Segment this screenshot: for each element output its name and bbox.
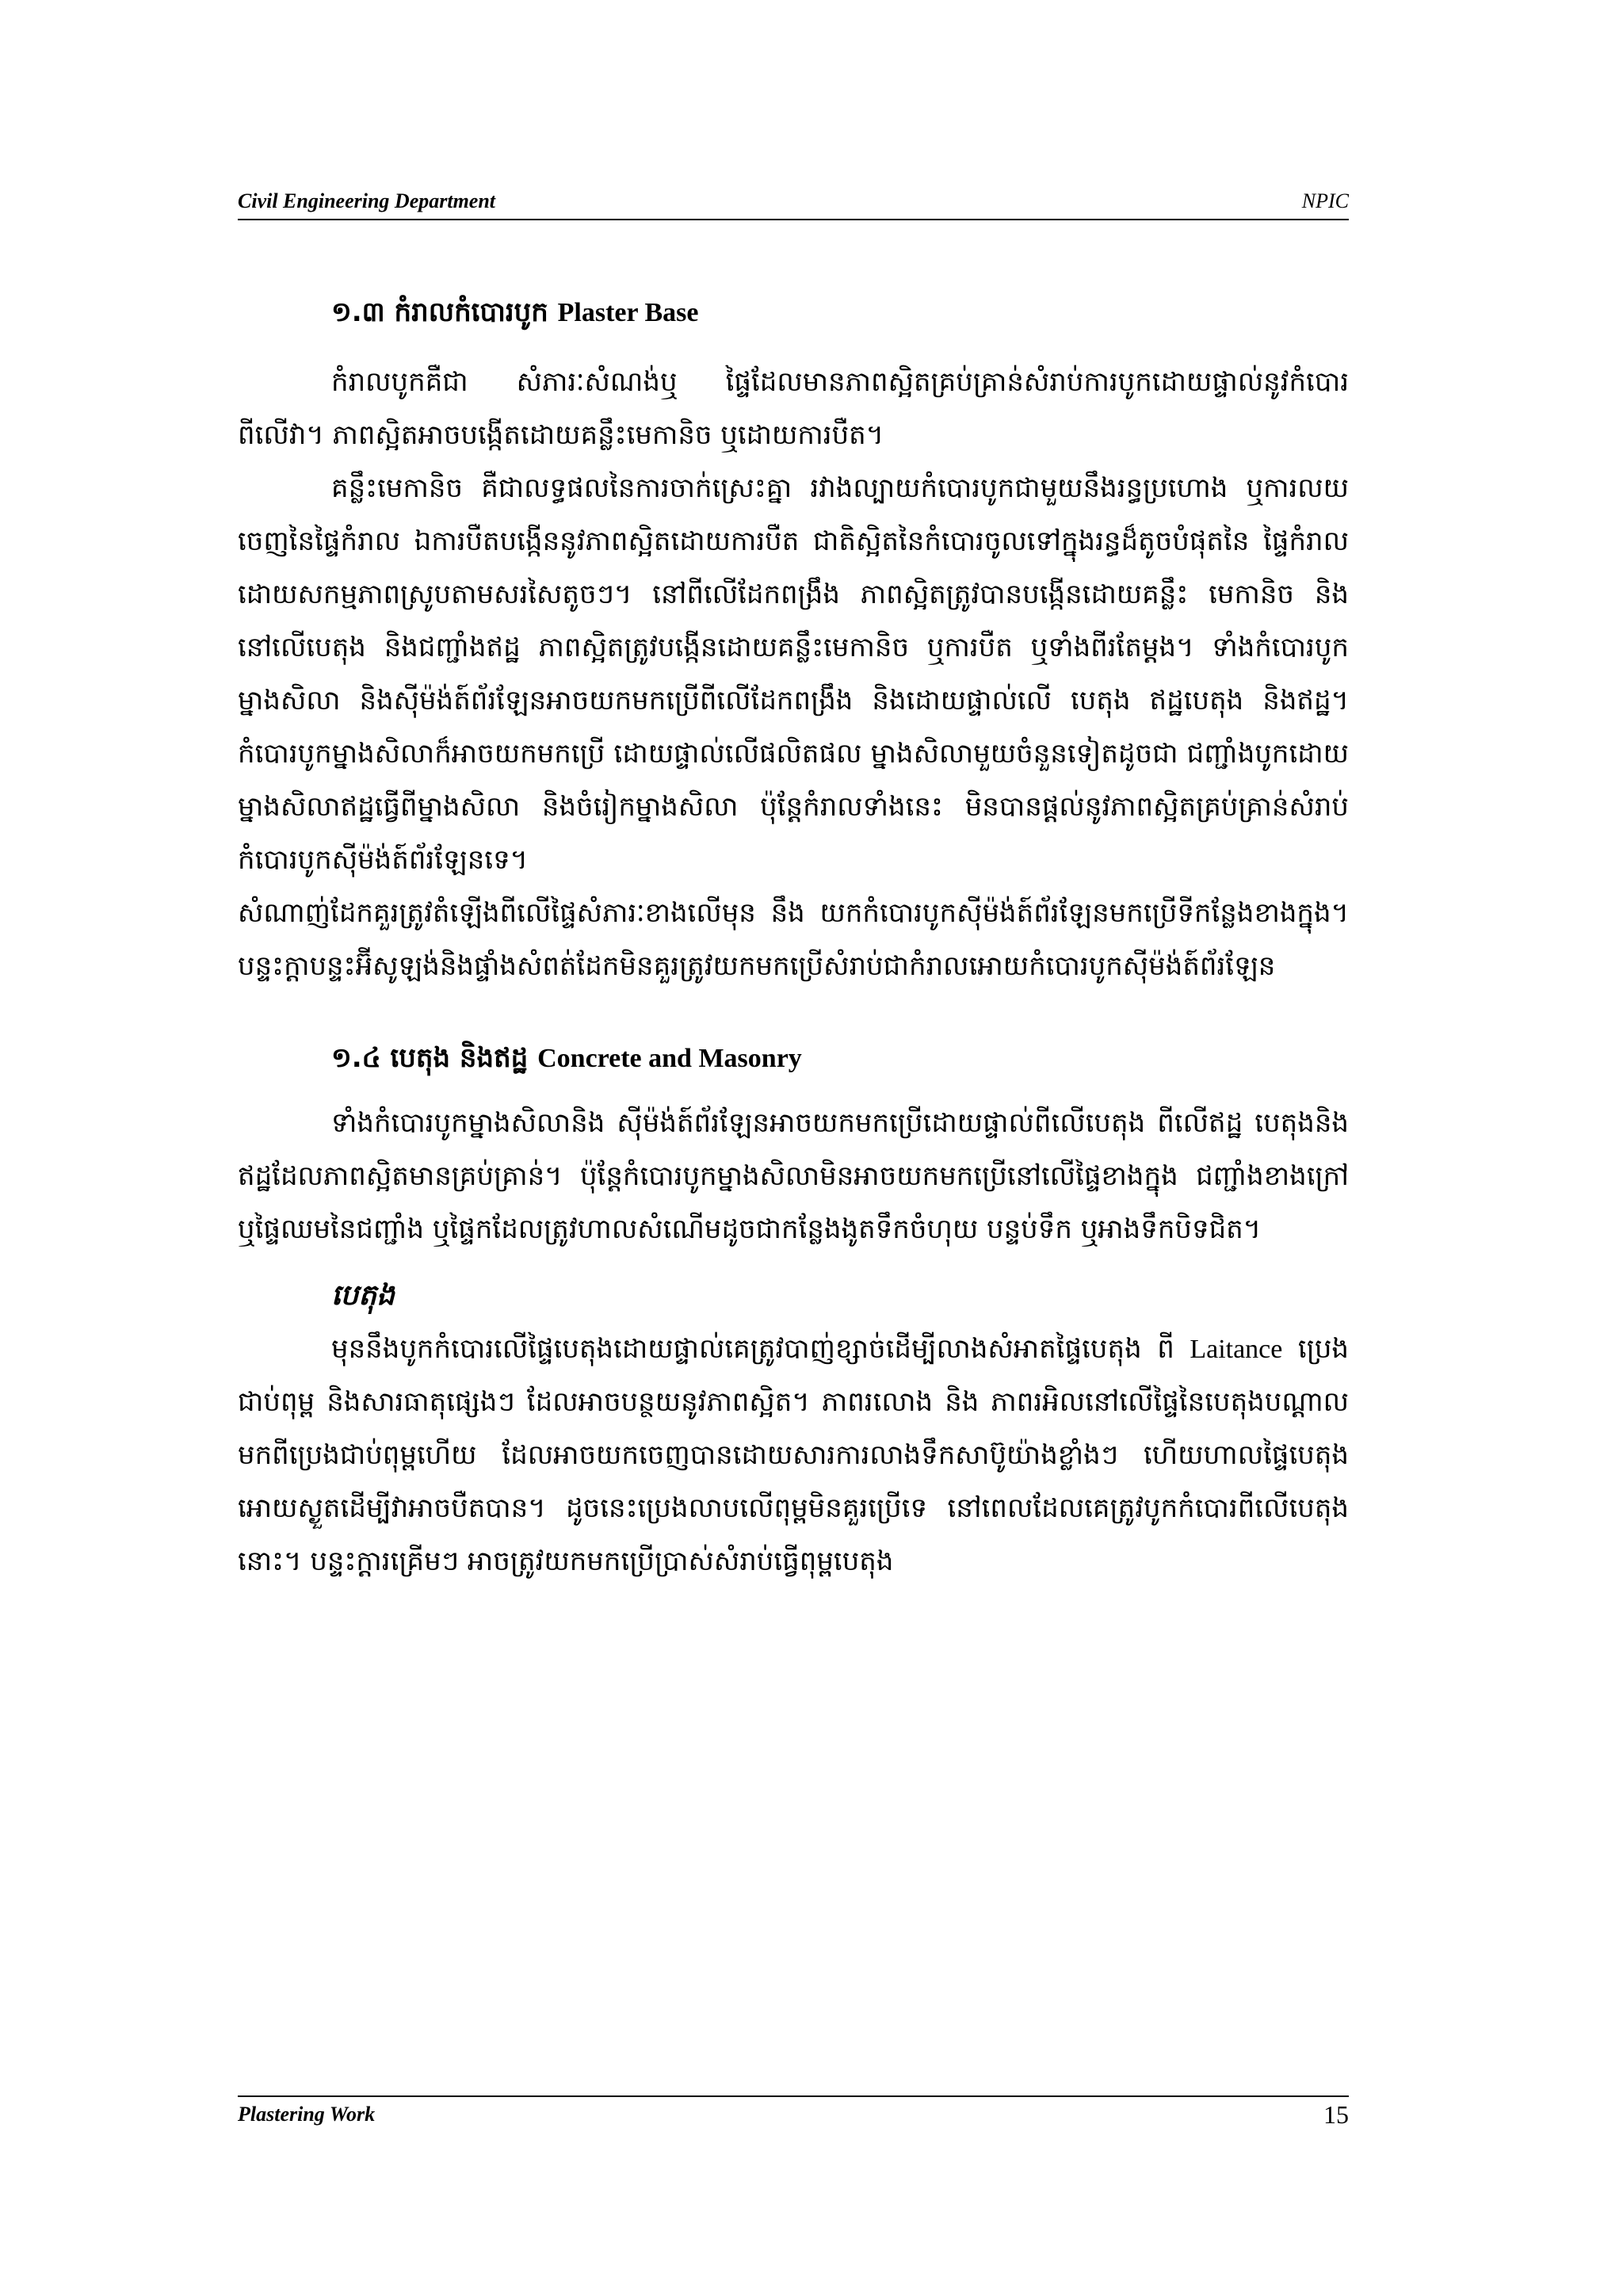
section-heading-en: Plaster Base xyxy=(557,298,699,327)
section-heading-concrete-masonry xyxy=(331,1039,1349,1078)
header-institution: NPIC xyxy=(1301,189,1349,212)
footer-rule xyxy=(238,2095,1349,2097)
document-body xyxy=(238,293,1349,1588)
paragraph: ទាំងកំបោរបូកម្នាងសិលានិង ស៊ីម៉ង់ត៍ព័រឡែនអាចយកមកប្រើដោយផ្ទាល់ពីលើបេតុង ពីលើឥដ្ឋ បេតុងនិងឥដ្ឋដែលភាពស្អិតមានគ្រប់គ្រាន់។ ប៉ុន្តែកំបោរបូកម្នាងសិលាមិនអាចយកមកប្រើនៅលើផ្ទៃខាងក្នុង ជញ្ជាំងខាងក្រៅ ឬផ្ទៃឈមនៃជញ្ជាំង ឬផ្ទៃកដែលត្រូវហាលសំណើមដូចជាកន្លែងងូតទឹកចំហុយ បន្ទប់ទឹក ឬអាងទឹកបិទជិត។ xyxy=(238,1107,1349,1245)
section-heading-km: ១.៣ កំរាលកំបោរបូក xyxy=(331,296,548,328)
paragraph-text: មុននឹងបូកកំបោរលើផ្ទៃបេតុងដោយផ្ទាល់គេត្រូវបាញ់ខ្សាច់ដើម្បីលាងសំអាតផ្ទៃបេតុង ពី xyxy=(331,1333,1174,1365)
paragraph xyxy=(238,1323,1349,1588)
running-footer xyxy=(238,2100,1349,2129)
page-number: 15 xyxy=(1323,2100,1349,2129)
header-rule xyxy=(238,219,1349,220)
section-heading-en: Concrete and Masonry xyxy=(537,1044,802,1073)
paragraph: គន្លឹះមេកានិច គឺជាលទ្ធផលនៃការចាក់ស្រេះគ្នា រវាងល្បាយកំបោរបូកជាមួយនឹងរន្ធប្រហោង ឬការលយចេញនៃផ្ទៃកំរាល ឯការបឺតបង្កើននូវភាពស្អិតដោយការបឺត ជាតិស្អិតនៃកំបោរចូលទៅក្នុងរន្ធដ៏តូចបំផុតនៃ ផ្ទៃកំរាលដោយសកម្មភាពស្រូបតាមសរសៃតូចៗ។ នៅពីលើដែកពង្រឹង ភាពស្អិតត្រូវបានបង្កើនដោយគន្លឹះ មេកានិច និងនៅលើបេតុង និងជញ្ជាំងឥដ្ឋ ភាពស្អិតត្រូវបង្កើនដោយគន្លឹះមេកានិច ឬការបឺត ឬទាំងពីរតែម្តង។ ទាំងកំបោរបូកម្នាងសិលា និងស៊ីម៉ង់ត៍ព័រឡែនអាចយកមកប្រើពីលើដែកពង្រឹង និងដោយផ្ទាល់លើ បេតុង ឥដ្ឋបេតុង និងឥដ្ឋ។ កំបោរបូកម្នាងសិលាក៏អាចយកមកប្រើ ដោយផ្ទាល់លើផលិតផល ម្នាងសិលាមួយចំនួនទៀតដូចជា ជញ្ជាំងបូកដោយម្នាងសិលាឥដ្ឋធ្វើពីម្នាងសិលា និងចំរៀកម្នាងសិលា ប៉ុន្តែកំរាលទាំងនេះ មិនបានផ្តល់នូវភាពស្អិតគ្រប់គ្រាន់សំរាប់កំបោរបូកស៊ីម៉ង់ត៍ព័រឡែនទេ។ xyxy=(238,472,1349,876)
header-department: Civil Engineering Department xyxy=(238,189,496,212)
subheading-concrete: បេតុង xyxy=(331,1279,395,1312)
paragraph: សំណាញ់ដែកគួរត្រូវតំឡើងពីលើផ្ទៃសំភារៈខាងលើមុន នឹង យកកំបោរបូកស៊ីម៉ង់ត៍ព័រឡែនមកប្រើទីកន្លែងខាងក្នុង។ បន្ទះក្តាបន្ទះអ៊ីសូឡង់និងផ្ទាំងសំពត់ដែកមិនគួរត្រូវយកមកប្រើសំរាប់ជាកំរាលអោយកំបោរបូកស៊ីម៉ង់ត៍ព័រឡែន xyxy=(238,897,1349,982)
paragraph: កំរាលបូកគឺជា សំភារៈសំណង់ឬ ផ្ទៃដែលមានភាពស្អិតគ្រប់គ្រាន់សំរាប់ការបូកដោយផ្ទាល់នូវកំបោរ ពីលើវា។ ភាពស្អិតអាចបង្កើតដោយគន្លឹះមេកានិច ឬដោយការបឺត។ xyxy=(238,366,1349,451)
paragraph-text: ប្រេងជាប់ពុម្ព និងសារធាតុផ្សេងៗ ដែលអាចបន្ថយនូវភាពស្អិត។ ភាពរលោង និង ភាពរអិលនៅលើផ្ទៃនៃបេតុងបណ្តាលមកពីប្រេងជាប់ពុម្ពហើយ ដែលអាចយកចេញបានដោយសារការលាងទឹកសាប៊ូយ៉ាងខ្លាំងៗ ហើយហាលផ្ទៃបេតុងអោយស្ងួតដើម្បីវាអាចបឺតបាន។ ដូចនេះប្រេងលាបលើពុម្ពមិនគួរប្រើទេ នៅពេលដែលគេត្រូវបូកកំបោរពីលើបេតុងនោះ។ បន្ទះក្តារគ្រើមៗ អាចត្រូវយកមកប្រើប្រាស់សំរាប់ធ្វើពុម្ពបេតុង xyxy=(238,1333,1349,1577)
running-header xyxy=(238,189,1349,214)
footer-title: Plastering Work xyxy=(238,2103,376,2126)
term-laitance: Laitance xyxy=(1190,1335,1283,1364)
section-heading-plaster-base xyxy=(331,293,1349,332)
section-heading-km: ១.៤ បេតុង និងឥដ្ឋ xyxy=(331,1042,529,1074)
